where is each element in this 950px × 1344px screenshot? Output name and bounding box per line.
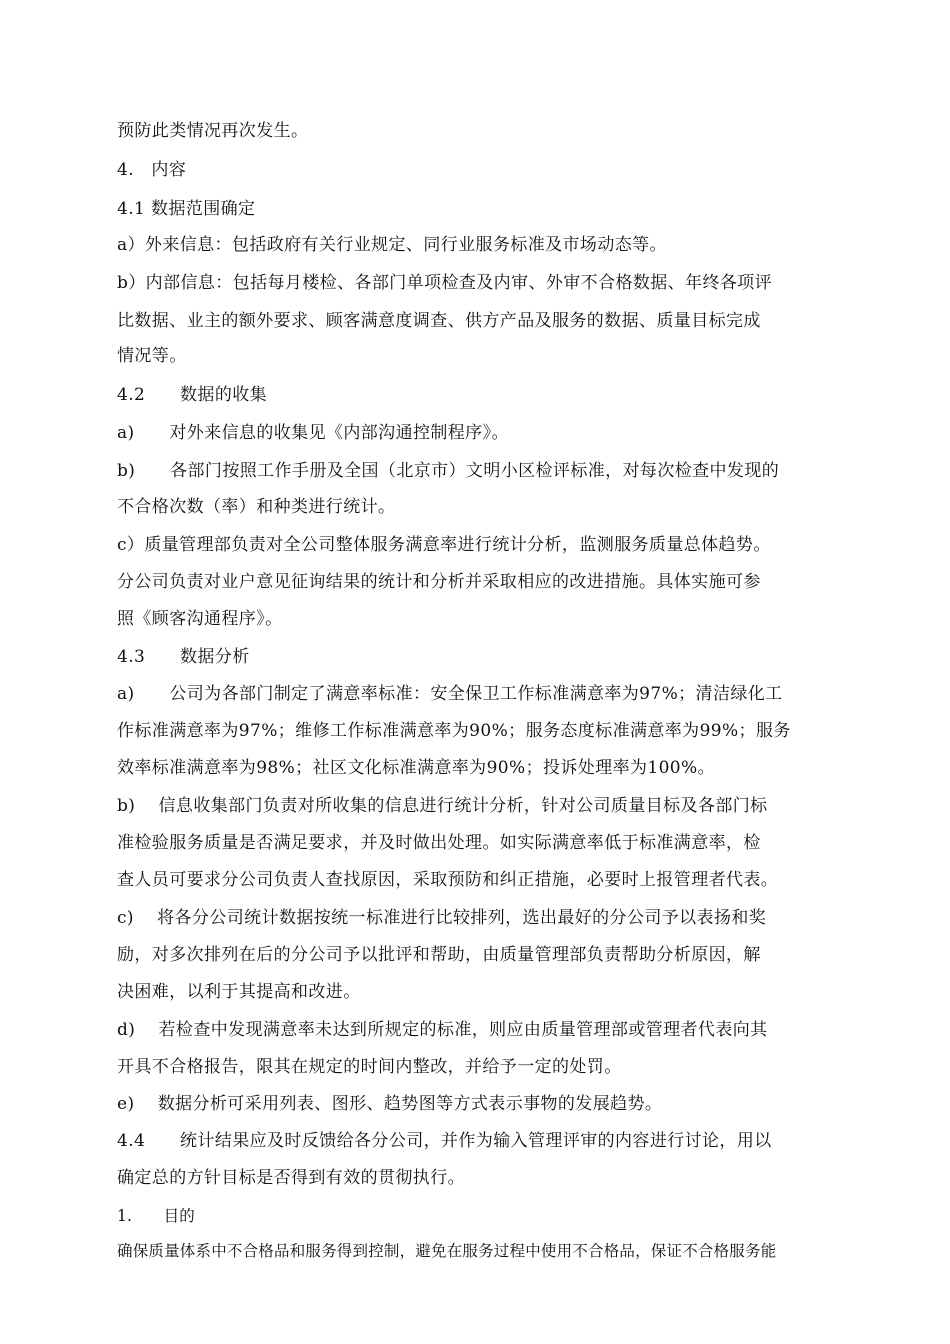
text-line: 作标准满意率为97%；维修工作标准满意率为90%；服务态度标准满意率为99%；服务 <box>117 721 791 741</box>
text-line: 确定总的方针目标是否得到有效的贯彻执行。 <box>117 1168 465 1188</box>
subsection-heading: 4.3 数据分析 <box>117 647 250 667</box>
subsection-heading: 4.1 数据范围确定 <box>117 199 256 219</box>
text-line: 预防此类情况再次发生。 <box>117 121 309 141</box>
text-line: 比数据、业主的额外要求、顾客满意度调查、供方产品及服务的数据、质量目标完成 <box>117 311 761 331</box>
text-line: 查人员可要求分公司负责人查找原因，采取预防和纠正措施，必要时上报管理者代表。 <box>117 870 779 890</box>
text-line: a）外来信息：包括政府有关行业规定、同行业服务标准及市场动态等。 <box>117 235 667 255</box>
text-line: 准检验服务质量是否满足要求，并及时做出处理。如实际满意率低于标准满意率，检 <box>117 833 761 853</box>
text-line: 不合格次数（率）和种类进行统计。 <box>117 497 396 517</box>
text-line: c) 将各分公司统计数据按统一标准进行比较排列，选出最好的分公司予以表扬和奖 <box>117 908 767 928</box>
section-heading: 4. 内容 <box>117 160 187 180</box>
text-line: 效率标准满意率为98%；社区文化标准满意率为90%；投诉处理率为100%。 <box>117 758 715 778</box>
text-line: 开具不合格报告，限其在规定的时间内整改，并给予一定的处罚。 <box>117 1057 622 1077</box>
text-line: 确保质量体系中不合格品和服务得到控制，避免在服务过程中使用不合格品，保证不合格服务能 <box>117 1242 777 1260</box>
section-heading: 1. 目的 <box>117 1207 195 1225</box>
text-line: 4.4 统计结果应及时反馈给各分公司，并作为输入管理评审的内容进行讨论，用以 <box>117 1131 772 1151</box>
text-line: 分公司负责对业户意见征询结果的统计和分析并采取相应的改进措施。具体实施可参 <box>117 572 761 592</box>
text-line: 决困难，以利于其提高和改进。 <box>117 982 361 1002</box>
text-line: b) 信息收集部门负责对所收集的信息进行统计分析，针对公司质量目标及各部门标 <box>117 796 768 816</box>
text-line: a) 公司为各部门制定了满意率标准：安全保卫工作标准满意率为97%；清洁绿化工 <box>117 684 783 704</box>
text-line: 励，对多次排列在后的分公司予以批评和帮助，由质量管理部负责帮助分析原因，解 <box>117 945 761 965</box>
text-line: b）内部信息：包括每月楼检、各部门单项检查及内审、外审不合格数据、年终各项评 <box>117 273 773 293</box>
text-line: e) 数据分析可采用列表、图形、趋势图等方式表示事物的发展趋势。 <box>117 1094 663 1114</box>
text-line: 情况等。 <box>117 346 187 366</box>
text-line: b) 各部门按照工作手册及全国（北京市）文明小区检评标准，对每次检查中发现的 <box>117 461 780 481</box>
text-line: a) 对外来信息的收集见《内部沟通控制程序》。 <box>117 423 509 443</box>
subsection-heading: 4.2 数据的收集 <box>117 385 268 405</box>
text-line: 照《顾客沟通程序》。 <box>117 609 283 629</box>
text-line: c）质量管理部负责对全公司整体服务满意率进行统计分析，监测服务质量总体趋势。 <box>117 535 771 555</box>
text-line: d) 若检查中发现满意率未达到所规定的标准，则应由质量管理部或管理者代表向其 <box>117 1020 768 1040</box>
